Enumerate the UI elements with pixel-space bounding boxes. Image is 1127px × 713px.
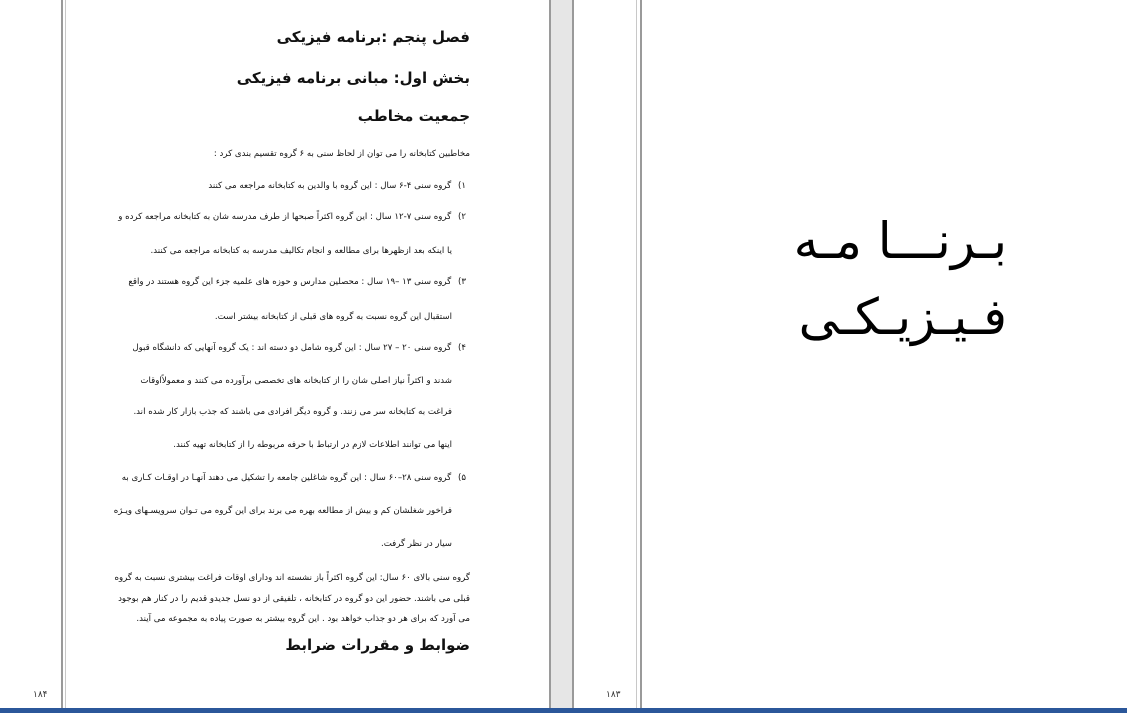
cover-title-line2: فـیـزیـکـی (798, 288, 1007, 346)
list-number: ۱) (458, 181, 466, 191)
list-text-continued: یا اینکه بعد ازظهرها برای مطالعه و انجام تکالیف مدرسه به کتابخانه مراجعه می کنند. (150, 246, 452, 256)
right-page-body (642, 0, 1127, 708)
list-item (80, 473, 470, 483)
list-item (208, 181, 470, 191)
list-number: ۵) (458, 473, 466, 483)
list-text-continued: سیار در نظر گرفت. (380, 539, 452, 549)
paragraph-line: می آورد که برای هر دو جذاب خواهد بود . این گروه بیشتر به صورت پیاده به مجموعه می آیند. (136, 614, 470, 624)
status-bar (0, 708, 1127, 713)
list-number: ۲) (458, 212, 466, 222)
section-heading: بخش اول: مبانی برنامه فیزیکی (236, 69, 470, 87)
page-gap (551, 0, 572, 708)
left-page-content (80, 0, 470, 713)
list-text-continued: استقبال این گروه نسبت به گروه های قبلی از کتابخانه بیشتر است. (214, 312, 452, 322)
list-number: ۳) (458, 277, 466, 287)
list-text: گروه سنی ۲۰ – ۲۷ سال : این گروه شامل دو دسته اند : یک گروه آنهایی که دانشگاه قبول (132, 343, 452, 353)
intro-paragraph: مخاطبین کتابخانه را می توان از لحاظ سنی به ۶ گروه تقسیم بندی کرد : (213, 149, 470, 159)
list-text: گروه سنی ۲۸–۶۰ سال : این گروه شاغلین جامعه را تشکیل می دهند آنهـا در اوقـات کـاری به (121, 473, 452, 483)
list-text: گروه سنی ۷-۱۲ سال : این گروه اکثراً صبحها از طرف مدرسه شان به کتابخانه مراجعه کرده و (118, 212, 452, 222)
chapter-heading: فصل پنجم :برنامه فیزیکی (276, 28, 470, 46)
page-border (636, 0, 637, 708)
list-item (80, 277, 470, 287)
paragraph-line: قبلی می باشند. حضور این دو گروه در کتابخانه ، تلفیقی از دو نسل جدیدو قدیم را در کنار هم بوجود (118, 594, 470, 604)
list-text: گروه سنی ۴-۶ سال : این گروه با والدین به کتابخانه مراجعه می کنند (208, 181, 452, 191)
list-text: گروه سنی ۱۳ –۱۹ سال : محصلین مدارس و حوزه های علمیه جزء این گروه هستند در واقع (128, 277, 452, 287)
paragraph-line: گروه سنی بالای ۶۰ سال: این گروه اکثراً باز نشسته اند ودارای اوقات فراغت بیشتری نسبت به گروه (114, 573, 470, 583)
list-text-continued: اینها می توانند اطلاعات لازم در ارتباط با حرفه مربوطه را از کتابخانه تهیه کنند. (173, 440, 452, 450)
list-item (80, 343, 470, 353)
list-text-continued: فراغت به کتابخانه سر می زنند. و گروه دیگر افرادی می باشند که جذب بازار کار شده اند. (133, 407, 452, 417)
page-border (61, 0, 63, 708)
page-number-right: ۱۸۳ (606, 690, 621, 700)
right-page (574, 0, 636, 708)
list-text-continued: فراخور شغلشان کم و بیش از مطالعه بهره می برند برای این گروه می تـوان سرویسـهای ویـژه (113, 506, 452, 516)
subsection-heading-rules: ضوابط و مقررات ضرابط (285, 636, 470, 654)
list-number: ۴) (458, 343, 466, 353)
list-text-continued: شدند و اکثراً نیاز اصلی شان را از کتابخانه های تخصصی برآورده می کنند و معمولاًاوقات (140, 376, 452, 386)
page-number-left: ۱۸۴ (33, 690, 48, 700)
subsection-heading: جمعیت مخاطب (357, 107, 470, 125)
list-item (80, 212, 470, 222)
cover-title-line1: بـرنـــا مـه (793, 212, 1007, 270)
